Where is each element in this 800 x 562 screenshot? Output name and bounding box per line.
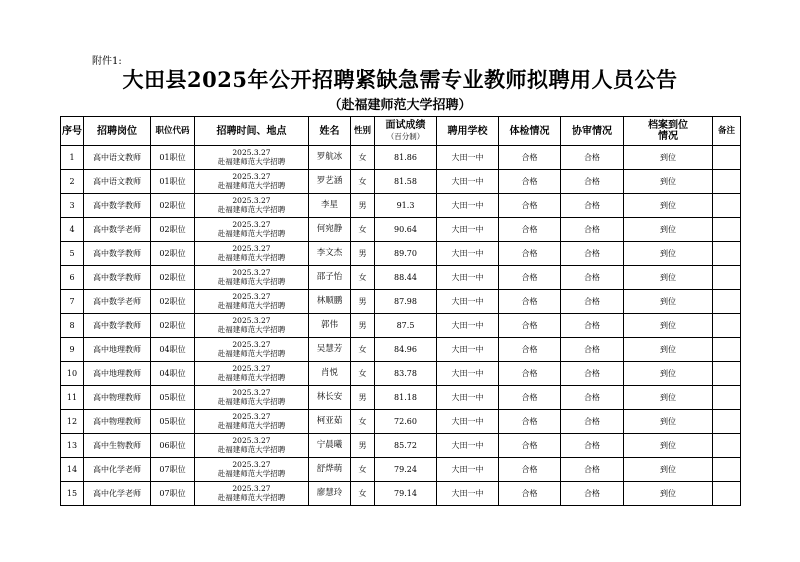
cell-gender: 女 bbox=[351, 170, 375, 194]
cell-name: 肖悦 bbox=[309, 362, 351, 386]
cell-name: 邵子怡 bbox=[309, 266, 351, 290]
cell-code: 06职位 bbox=[151, 434, 195, 458]
header-remark: 备注 bbox=[713, 117, 741, 146]
cell-review: 合格 bbox=[561, 266, 624, 290]
cell-review: 合格 bbox=[561, 410, 624, 434]
cell-code: 05职位 bbox=[151, 386, 195, 410]
cell-date: 2025.3.27 bbox=[232, 196, 271, 205]
cell-review: 合格 bbox=[561, 482, 624, 506]
cell-position: 高中数学老师 bbox=[84, 218, 151, 242]
cell-code: 02职位 bbox=[151, 194, 195, 218]
cell-school: 大田一中 bbox=[437, 362, 499, 386]
cell-seq: 12 bbox=[61, 410, 84, 434]
cell-school: 大田一中 bbox=[437, 266, 499, 290]
cell-remark bbox=[713, 170, 741, 194]
cell-name: 宁晨曦 bbox=[309, 434, 351, 458]
cell-seq: 13 bbox=[61, 434, 84, 458]
cell-date: 2025.3.27 bbox=[232, 364, 271, 373]
cell-seq: 14 bbox=[61, 458, 84, 482]
cell-physical: 合格 bbox=[499, 290, 561, 314]
cell-seq: 7 bbox=[61, 290, 84, 314]
cell-seq: 4 bbox=[61, 218, 84, 242]
cell-name: 李星 bbox=[309, 194, 351, 218]
cell-place: 赴福建师范大学招聘 bbox=[217, 324, 286, 334]
cell-name: 罗航冰 bbox=[309, 146, 351, 170]
cell-physical: 合格 bbox=[499, 434, 561, 458]
table-row bbox=[61, 482, 741, 506]
cell-archive: 到位 bbox=[624, 482, 713, 506]
cell-remark bbox=[713, 386, 741, 410]
cell-code: 02职位 bbox=[151, 290, 195, 314]
cell-remark bbox=[713, 458, 741, 482]
cell-time-place bbox=[195, 434, 309, 458]
cell-position: 高中语文教师 bbox=[84, 170, 151, 194]
table-row bbox=[61, 194, 741, 218]
cell-gender: 男 bbox=[351, 194, 375, 218]
cell-position: 高中化学老师 bbox=[84, 482, 151, 506]
cell-score: 81.86 bbox=[375, 146, 437, 170]
cell-review: 合格 bbox=[561, 434, 624, 458]
cell-score: 81.58 bbox=[375, 170, 437, 194]
cell-review: 合格 bbox=[561, 170, 624, 194]
cell-score: 85.72 bbox=[375, 434, 437, 458]
cell-seq: 6 bbox=[61, 266, 84, 290]
cell-time-place bbox=[195, 194, 309, 218]
header-gender: 性别 bbox=[351, 117, 375, 146]
cell-date: 2025.3.27 bbox=[232, 244, 271, 253]
cell-archive: 到位 bbox=[624, 146, 713, 170]
cell-name: 罗艺涵 bbox=[309, 170, 351, 194]
cell-seq: 11 bbox=[61, 386, 84, 410]
cell-archive: 到位 bbox=[624, 218, 713, 242]
cell-place: 赴福建师范大学招聘 bbox=[217, 468, 286, 478]
hiring-table bbox=[60, 116, 741, 506]
cell-seq: 5 bbox=[61, 242, 84, 266]
table-row bbox=[61, 266, 741, 290]
cell-review: 合格 bbox=[561, 290, 624, 314]
cell-place: 赴福建师范大学招聘 bbox=[217, 276, 286, 286]
cell-score: 89.70 bbox=[375, 242, 437, 266]
cell-archive: 到位 bbox=[624, 242, 713, 266]
cell-date: 2025.3.27 bbox=[232, 388, 271, 397]
table-row bbox=[61, 458, 741, 482]
cell-gender: 女 bbox=[351, 482, 375, 506]
cell-score: 72.60 bbox=[375, 410, 437, 434]
cell-date: 2025.3.27 bbox=[232, 436, 271, 445]
cell-remark bbox=[713, 410, 741, 434]
cell-remark bbox=[713, 266, 741, 290]
cell-place: 赴福建师范大学招聘 bbox=[217, 300, 286, 310]
cell-school: 大田一中 bbox=[437, 218, 499, 242]
table-row bbox=[61, 338, 741, 362]
header-review: 协审情况 bbox=[561, 117, 624, 146]
cell-school: 大田一中 bbox=[437, 194, 499, 218]
cell-code: 07职位 bbox=[151, 458, 195, 482]
table-row bbox=[61, 434, 741, 458]
cell-physical: 合格 bbox=[499, 266, 561, 290]
table-row bbox=[61, 146, 741, 170]
cell-school: 大田一中 bbox=[437, 338, 499, 362]
cell-code: 05职位 bbox=[151, 410, 195, 434]
cell-score: 87.98 bbox=[375, 290, 437, 314]
cell-position: 高中生物教师 bbox=[84, 434, 151, 458]
cell-review: 合格 bbox=[561, 362, 624, 386]
cell-physical: 合格 bbox=[499, 458, 561, 482]
cell-review: 合格 bbox=[561, 242, 624, 266]
cell-physical: 合格 bbox=[499, 386, 561, 410]
cell-archive: 到位 bbox=[624, 410, 713, 434]
cell-position: 高中物理教师 bbox=[84, 410, 151, 434]
cell-time-place bbox=[195, 218, 309, 242]
cell-review: 合格 bbox=[561, 194, 624, 218]
cell-seq: 8 bbox=[61, 314, 84, 338]
cell-date: 2025.3.27 bbox=[232, 340, 271, 349]
cell-score: 81.18 bbox=[375, 386, 437, 410]
cell-seq: 2 bbox=[61, 170, 84, 194]
cell-school: 大田一中 bbox=[437, 314, 499, 338]
cell-archive: 到位 bbox=[624, 386, 713, 410]
cell-review: 合格 bbox=[561, 218, 624, 242]
cell-date: 2025.3.27 bbox=[232, 316, 271, 325]
cell-gender: 男 bbox=[351, 386, 375, 410]
cell-score: 91.3 bbox=[375, 194, 437, 218]
cell-remark bbox=[713, 314, 741, 338]
cell-place: 赴福建师范大学招聘 bbox=[217, 180, 286, 190]
cell-gender: 男 bbox=[351, 314, 375, 338]
cell-code: 07职位 bbox=[151, 482, 195, 506]
cell-physical: 合格 bbox=[499, 194, 561, 218]
cell-gender: 女 bbox=[351, 410, 375, 434]
cell-name: 廖慧玲 bbox=[309, 482, 351, 506]
cell-score: 79.24 bbox=[375, 458, 437, 482]
cell-time-place bbox=[195, 242, 309, 266]
header-physical: 体检情况 bbox=[499, 117, 561, 146]
cell-time-place bbox=[195, 386, 309, 410]
cell-date: 2025.3.27 bbox=[232, 412, 271, 421]
cell-position: 高中数学教师 bbox=[84, 266, 151, 290]
cell-remark bbox=[713, 338, 741, 362]
cell-school: 大田一中 bbox=[437, 434, 499, 458]
header-archive-line1: 档案到位 bbox=[648, 120, 688, 131]
cell-name: 林顺鹏 bbox=[309, 290, 351, 314]
cell-time-place bbox=[195, 266, 309, 290]
cell-gender: 女 bbox=[351, 362, 375, 386]
cell-score: 84.96 bbox=[375, 338, 437, 362]
cell-gender: 男 bbox=[351, 242, 375, 266]
cell-time-place bbox=[195, 314, 309, 338]
header-position: 招聘岗位 bbox=[84, 117, 151, 146]
cell-time-place bbox=[195, 410, 309, 434]
header-score bbox=[375, 117, 437, 146]
header-archive-line2: 情况 bbox=[658, 131, 678, 142]
cell-physical: 合格 bbox=[499, 146, 561, 170]
cell-physical: 合格 bbox=[499, 218, 561, 242]
cell-remark bbox=[713, 146, 741, 170]
cell-remark bbox=[713, 290, 741, 314]
table-row bbox=[61, 290, 741, 314]
cell-position: 高中语文教师 bbox=[84, 146, 151, 170]
cell-name: 郭伟 bbox=[309, 314, 351, 338]
cell-code: 02职位 bbox=[151, 266, 195, 290]
cell-position: 高中化学老师 bbox=[84, 458, 151, 482]
cell-time-place bbox=[195, 146, 309, 170]
cell-review: 合格 bbox=[561, 146, 624, 170]
cell-place: 赴福建师范大学招聘 bbox=[217, 420, 286, 430]
header-school: 聘用学校 bbox=[437, 117, 499, 146]
cell-code: 04职位 bbox=[151, 338, 195, 362]
header-time-place: 招聘时间、地点 bbox=[195, 117, 309, 146]
cell-time-place bbox=[195, 290, 309, 314]
cell-gender: 男 bbox=[351, 290, 375, 314]
cell-time-place bbox=[195, 170, 309, 194]
table-row bbox=[61, 362, 741, 386]
cell-seq: 15 bbox=[61, 482, 84, 506]
cell-school: 大田一中 bbox=[437, 410, 499, 434]
cell-physical: 合格 bbox=[499, 170, 561, 194]
cell-review: 合格 bbox=[561, 386, 624, 410]
cell-physical: 合格 bbox=[499, 482, 561, 506]
cell-archive: 到位 bbox=[624, 338, 713, 362]
cell-school: 大田一中 bbox=[437, 146, 499, 170]
cell-date: 2025.3.27 bbox=[232, 220, 271, 229]
cell-physical: 合格 bbox=[499, 314, 561, 338]
cell-score: 83.78 bbox=[375, 362, 437, 386]
cell-archive: 到位 bbox=[624, 290, 713, 314]
table-row bbox=[61, 314, 741, 338]
cell-place: 赴福建师范大学招聘 bbox=[217, 372, 286, 382]
cell-gender: 女 bbox=[351, 218, 375, 242]
cell-name: 林长安 bbox=[309, 386, 351, 410]
cell-place: 赴福建师范大学招聘 bbox=[217, 348, 286, 358]
cell-gender: 女 bbox=[351, 266, 375, 290]
cell-place: 赴福建师范大学招聘 bbox=[217, 204, 286, 214]
cell-gender: 女 bbox=[351, 146, 375, 170]
cell-position: 高中物理教师 bbox=[84, 386, 151, 410]
cell-remark bbox=[713, 194, 741, 218]
cell-school: 大田一中 bbox=[437, 458, 499, 482]
cell-date: 2025.3.27 bbox=[232, 292, 271, 301]
cell-remark bbox=[713, 218, 741, 242]
cell-time-place bbox=[195, 362, 309, 386]
table-row bbox=[61, 170, 741, 194]
cell-position: 高中地理教师 bbox=[84, 338, 151, 362]
cell-code: 02职位 bbox=[151, 314, 195, 338]
cell-place: 赴福建师范大学招聘 bbox=[217, 444, 286, 454]
cell-review: 合格 bbox=[561, 338, 624, 362]
cell-gender: 女 bbox=[351, 338, 375, 362]
cell-seq: 9 bbox=[61, 338, 84, 362]
header-score-label: 面试成绩 bbox=[385, 120, 426, 131]
page-title: 大田县2025年公开招聘紧缺急需专业教师拟聘用人员公告 bbox=[122, 67, 678, 92]
cell-gender: 女 bbox=[351, 458, 375, 482]
cell-position: 高中数学教师 bbox=[84, 314, 151, 338]
cell-time-place bbox=[195, 458, 309, 482]
cell-physical: 合格 bbox=[499, 338, 561, 362]
cell-school: 大田一中 bbox=[437, 386, 499, 410]
cell-code: 02职位 bbox=[151, 242, 195, 266]
cell-code: 01职位 bbox=[151, 146, 195, 170]
cell-school: 大田一中 bbox=[437, 290, 499, 314]
cell-code: 01职位 bbox=[151, 170, 195, 194]
header-archive bbox=[624, 117, 713, 146]
attachment-label: 附件1: bbox=[92, 56, 122, 67]
cell-school: 大田一中 bbox=[437, 482, 499, 506]
cell-archive: 到位 bbox=[624, 434, 713, 458]
cell-archive: 到位 bbox=[624, 362, 713, 386]
cell-score: 88.44 bbox=[375, 266, 437, 290]
cell-position: 高中地理教师 bbox=[84, 362, 151, 386]
cell-name: 柯亚茹 bbox=[309, 410, 351, 434]
cell-code: 04职位 bbox=[151, 362, 195, 386]
table-row bbox=[61, 218, 741, 242]
cell-date: 2025.3.27 bbox=[232, 460, 271, 469]
cell-date: 2025.3.27 bbox=[232, 172, 271, 181]
cell-gender: 男 bbox=[351, 434, 375, 458]
cell-seq: 1 bbox=[61, 146, 84, 170]
cell-remark bbox=[713, 362, 741, 386]
cell-score: 87.5 bbox=[375, 314, 437, 338]
cell-archive: 到位 bbox=[624, 170, 713, 194]
cell-position: 高中数学教师 bbox=[84, 194, 151, 218]
cell-name: 李文杰 bbox=[309, 242, 351, 266]
cell-review: 合格 bbox=[561, 314, 624, 338]
table-row bbox=[61, 410, 741, 434]
cell-date: 2025.3.27 bbox=[232, 268, 271, 277]
table-header-row bbox=[61, 117, 741, 146]
header-seq: 序号 bbox=[61, 117, 84, 146]
cell-place: 赴福建师范大学招聘 bbox=[217, 228, 286, 238]
table-row bbox=[61, 386, 741, 410]
cell-score: 90.64 bbox=[375, 218, 437, 242]
cell-physical: 合格 bbox=[499, 242, 561, 266]
header-name: 姓名 bbox=[309, 117, 351, 146]
cell-place: 赴福建师范大学招聘 bbox=[217, 252, 286, 262]
cell-date: 2025.3.27 bbox=[232, 484, 271, 493]
cell-position: 高中数学教师 bbox=[84, 242, 151, 266]
cell-position: 高中数学老师 bbox=[84, 290, 151, 314]
cell-date: 2025.3.27 bbox=[232, 148, 271, 157]
cell-school: 大田一中 bbox=[437, 170, 499, 194]
cell-seq: 10 bbox=[61, 362, 84, 386]
cell-time-place bbox=[195, 482, 309, 506]
cell-name: 何宛静 bbox=[309, 218, 351, 242]
cell-remark bbox=[713, 482, 741, 506]
cell-remark bbox=[713, 242, 741, 266]
cell-remark bbox=[713, 434, 741, 458]
cell-physical: 合格 bbox=[499, 410, 561, 434]
cell-school: 大田一中 bbox=[437, 242, 499, 266]
cell-code: 02职位 bbox=[151, 218, 195, 242]
cell-seq: 3 bbox=[61, 194, 84, 218]
cell-name: 舒烨萌 bbox=[309, 458, 351, 482]
table-row bbox=[61, 242, 741, 266]
cell-name: 吴慧芳 bbox=[309, 338, 351, 362]
page-subtitle: （赴福建师范大学招聘） bbox=[328, 98, 472, 113]
cell-archive: 到位 bbox=[624, 266, 713, 290]
cell-place: 赴福建师范大学招聘 bbox=[217, 492, 286, 502]
header-code: 职位代码 bbox=[151, 117, 195, 146]
cell-archive: 到位 bbox=[624, 314, 713, 338]
cell-place: 赴福建师范大学招聘 bbox=[217, 156, 286, 166]
cell-time-place bbox=[195, 338, 309, 362]
cell-archive: 到位 bbox=[624, 458, 713, 482]
cell-score: 79.14 bbox=[375, 482, 437, 506]
cell-review: 合格 bbox=[561, 458, 624, 482]
cell-place: 赴福建师范大学招聘 bbox=[217, 396, 286, 406]
header-score-note: （百分制） bbox=[386, 132, 425, 141]
cell-archive: 到位 bbox=[624, 194, 713, 218]
cell-physical: 合格 bbox=[499, 362, 561, 386]
